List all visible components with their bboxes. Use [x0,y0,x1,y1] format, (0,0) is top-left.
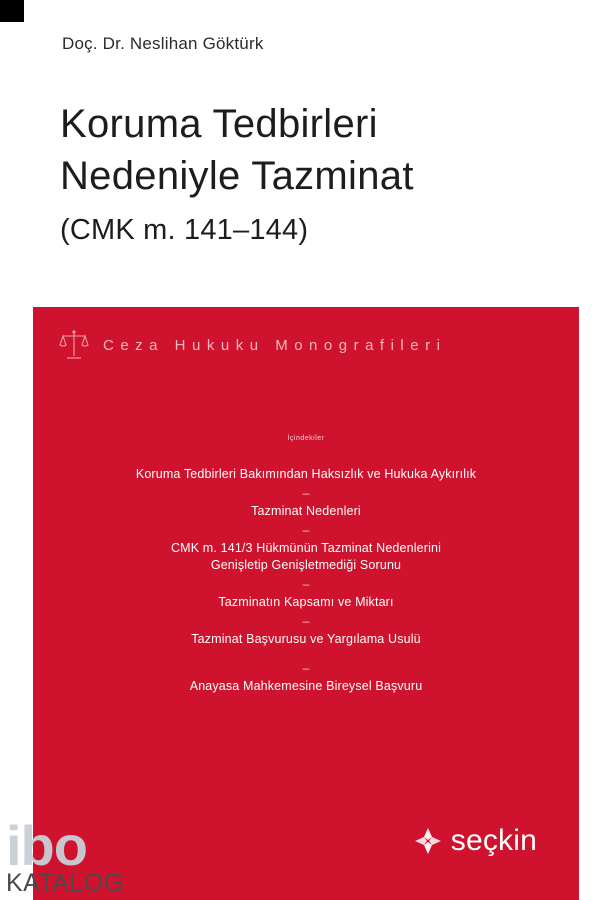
list-separator: – [302,614,310,628]
watermark-katalog: KATALOG [6,869,124,897]
page-title-line-2: Nedeniyle Tazminat [60,154,414,198]
watermark-ibo: ibo [6,814,87,877]
watermark [6,814,124,897]
contents-intro: İçindekiler [287,435,325,442]
list-item: CMK m. 141/3 Hükmünün Tazminat Nedenlerini [170,541,442,555]
page-subtitle: (CMK m. 141–144) [60,214,309,246]
corner-mark [0,0,24,22]
page-title-line-1: Koruma Tedbirleri [60,102,378,146]
title-block [60,98,560,252]
seckin-logo-icon [413,826,443,856]
list-separator: – [302,486,310,500]
series-row [51,325,561,365]
author-name: Doç. Dr. Neslihan Göktürk [62,34,264,53]
list-separator: – [302,523,310,537]
publisher-name: seçkin [450,824,537,857]
list-separator: – [302,661,310,675]
series-label: Ceza Hukuku Monografileri [103,336,447,354]
list-item: Tazminatın Kapsamı ve Miktarı [218,595,394,609]
list-item: Koruma Tedbirleri Bakımından Haksızlık ve Hukuka Aykırılık [135,467,477,481]
list-separator: – [302,577,310,591]
list-item: Tazminat Başvurusu ve Yargılama Usulü [191,632,421,646]
cover-red-panel [33,307,579,900]
scales-of-justice-icon [59,328,89,362]
contents-list [33,435,579,695]
list-gap [33,648,579,658]
publisher-logo [413,824,537,858]
list-item: Tazminat Nedenleri [251,504,361,518]
list-item: Anayasa Mahkemesine Bireysel Başvuru [189,679,423,693]
list-item: Genişletip Genişletmediği Sorunu [210,558,402,572]
